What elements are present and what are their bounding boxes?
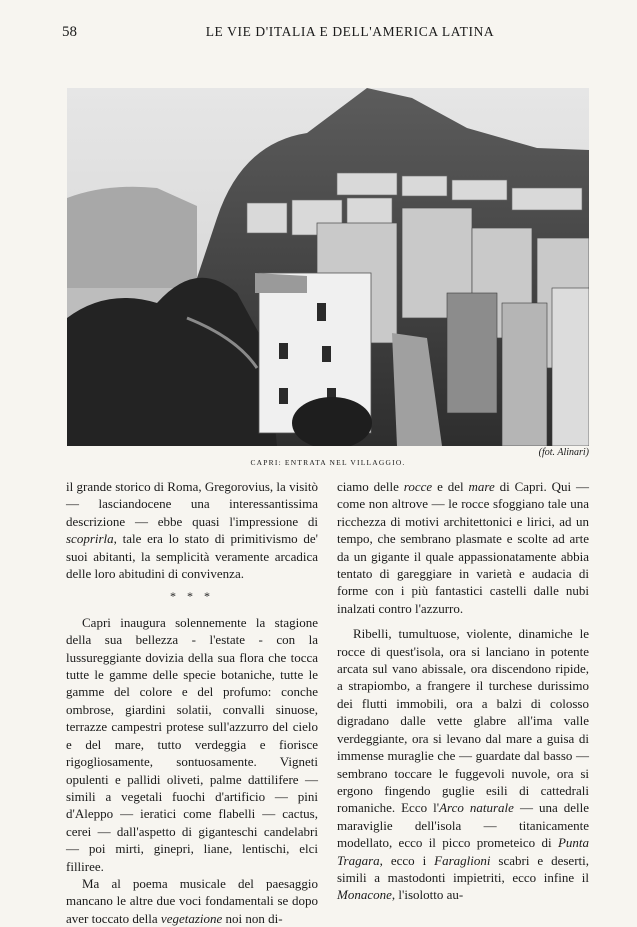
page-number: 58 xyxy=(62,24,77,40)
paragraph: il grande storico di Roma, Gregorovius, la visitò — lasciandocene una interessantissima descrizione — ebbe quasi l'impressione di scoprirla, tale era lo stato di primitivismo de' suoi abitanti, la semplicità veramente arcadica delle loro abitudini di convivenza. xyxy=(66,479,318,582)
figure-caption: CAPRI: ENTRATA NEL VILLAGGIO. xyxy=(250,458,406,467)
left-column xyxy=(66,478,318,927)
capri-village-photo xyxy=(67,88,589,446)
running-title: LE VIE D'ITALIA E DELL'AMERICA LATINA xyxy=(205,24,495,39)
paragraph: Ribelli, tumultuose, violente, dinamiche le rocce di quest'isola, ora si lanciano in potente arcata sul vano abissale, ora discendono ripide, a strapiombo, a frangere il turchese durissimo dei flutti immobili, ora a balzi di colosso digradano dalle vette glabre all'ima valle verdeggiante, ora si levano dal mare a guisa di immense muraglie che — guardate dal basso — sembrano toccare le fuggevoli nuvole, ora si ergono fingendo guglie esili di cattedrali romaniche. Ecco l'Arco naturale — una delle maraviglie dell'isola — titanicamente modellato, ecco il picco prometeico di Punta Tragara, ecco i Faraglioni scabri e deserti, simili a mastodonti impietriti, ecco infine il Monacone, l'isolotto au- xyxy=(337,626,589,903)
paragraph: ciamo delle rocce e del mare di Capri. Qui — come non altrove — le rocce sfoggiano tale una ricchezza di motivi architettonici e lirici, ad un tempo, che sembrano plasmate e scolte ad arte da un gigante il quale appassionatamente abbia tentato di gareggiare in varietà e audacia di forme con i più fantastici castelli dalle nubi inalzati contro l'azzurro. xyxy=(337,479,589,616)
paragraph: Ma al poema musicale del paesaggio mancano le altre due voci fondamentali se dopo aver toccato della vegetazione noi non di- xyxy=(66,875,318,926)
photo-credit: (fot. Alinari) xyxy=(538,447,589,458)
paragraph: Capri inaugura solennemente la stagione della sua bellezza - l'estate - con la lussureggiante dovizia della sua flora che tocca tutte le gamme delle specie botaniche, tutte le gamme del colore e del profumo: conche ombrose, giardini solatii, convalli sinuose, terrazze campestri protese sull'azzurro del cielo e del mare, tutto verdeggia e fiorisce rigogliosamente, sontuosamente. Vigneti opulenti e pallidi oliveti, palme dattilifere — simili a vegetali fuochi d'artificio — pini d'Aleppo — ieratici come flabelli — cactus, cerei — dall'aspetto di giganteschi candelabri — poi mirti, ginepri, liane, lentischi, elci filliree. xyxy=(66,614,318,874)
right-column xyxy=(337,478,589,904)
section-separator: * * * xyxy=(170,589,214,604)
